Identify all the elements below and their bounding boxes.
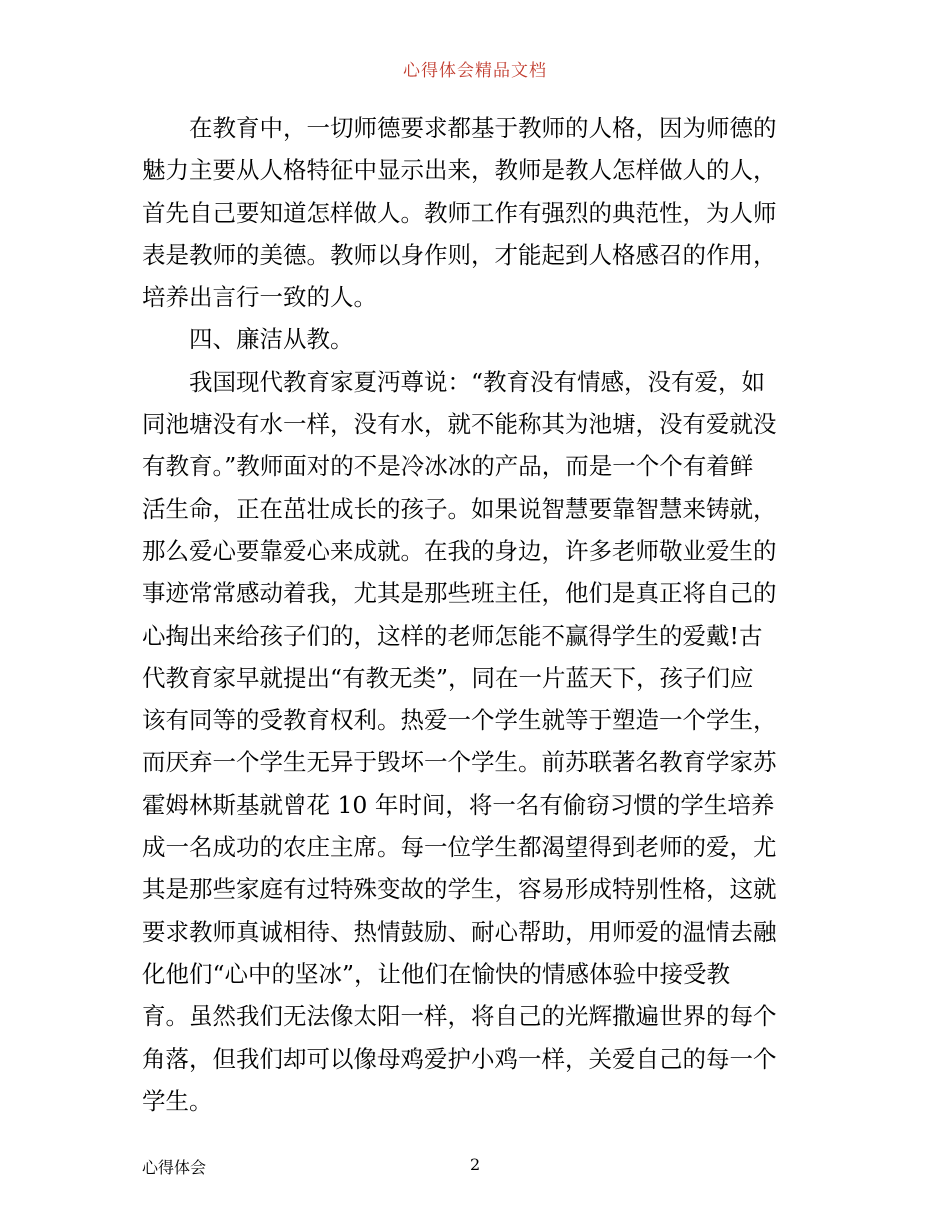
text-line: 育。虽然我们无法像太阳一样，将自己的光辉撒遍世界的每个 bbox=[142, 1002, 777, 1031]
page-number: 2 bbox=[470, 1155, 481, 1174]
text-line: 其是那些家庭有过特殊变故的学生，容易形成特别性格，这就 bbox=[142, 875, 777, 904]
text-line: 有教育。”教师面对的不是冷冰冰的产品，而是一个个有着鲜 bbox=[142, 452, 754, 481]
text-line: 那么爱心要靠爱心来成就。在我的身边，许多老师敬业爱生的 bbox=[142, 536, 777, 565]
text-line: 代教育家早就提出“有教无类”，同在一片蓝天下，孩子们应 bbox=[142, 663, 754, 692]
text-line: 我国现代教育家夏沔尊说：“教育没有情感，没有爱，如 bbox=[142, 367, 766, 396]
text-line: 培养出言行一致的人。 bbox=[142, 283, 377, 312]
text-line: 表是教师的美德。教师以身作则，才能起到人格感召的作用， bbox=[142, 240, 777, 269]
page-header-title: 心得体会精品文档 bbox=[403, 61, 547, 81]
text-line: 活生命，正在茁壮成长的孩子。如果说智慧要靠智慧来铸就， bbox=[142, 494, 777, 523]
text-line: 成一名成功的农庄主席。每一位学生都渴望得到老师的爱，尤 bbox=[142, 833, 777, 862]
document-body bbox=[142, 107, 818, 1122]
section-heading: 四、廉洁从教。 bbox=[142, 325, 354, 354]
text-line: 化他们“心中的坚冰”，让他们在愉快的情感体验中接受教 bbox=[142, 959, 731, 988]
text-line: 事迹常常感动着我，尤其是那些班主任，他们是真正将自己的 bbox=[142, 579, 777, 608]
text-line: 要求教师真诚相待、热情鼓励、耐心帮助，用师爱的温情去融 bbox=[142, 917, 777, 946]
text-line: 魅力主要从人格特征中显示出来，教师是教人怎样做人的人， bbox=[142, 156, 777, 185]
text-line: 在教育中，一切师德要求都基于教师的人格，因为师德的 bbox=[142, 114, 777, 142]
text-line: 角落，但我们却可以像母鸡爱护小鸡一样，关爱自己的每一个 bbox=[142, 1044, 777, 1073]
text-line: 学生。 bbox=[142, 1086, 213, 1115]
text-line: 心掏出来给孩子们的，这样的老师怎能不赢得学生的爱戴!古 bbox=[142, 621, 763, 650]
text-line: 而厌弃一个学生无异于毁坏一个学生。前苏联著名教育学家苏 bbox=[142, 748, 777, 777]
text-line: 该有同等的受教育权利。热爱一个学生就等于塑造一个学生， bbox=[142, 706, 777, 735]
footer-label: 心得体会 bbox=[142, 1158, 207, 1177]
text-line: 同池塘没有水一样，没有水，就不能称其为池塘，没有爱就没 bbox=[142, 410, 777, 439]
text-line: 霍姆林斯基就曾花 10 年时间，将一名有偷窃习惯的学生培养 bbox=[142, 790, 775, 819]
text-line: 首先自己要知道怎样做人。教师工作有强烈的典范性，为人师 bbox=[142, 198, 777, 227]
